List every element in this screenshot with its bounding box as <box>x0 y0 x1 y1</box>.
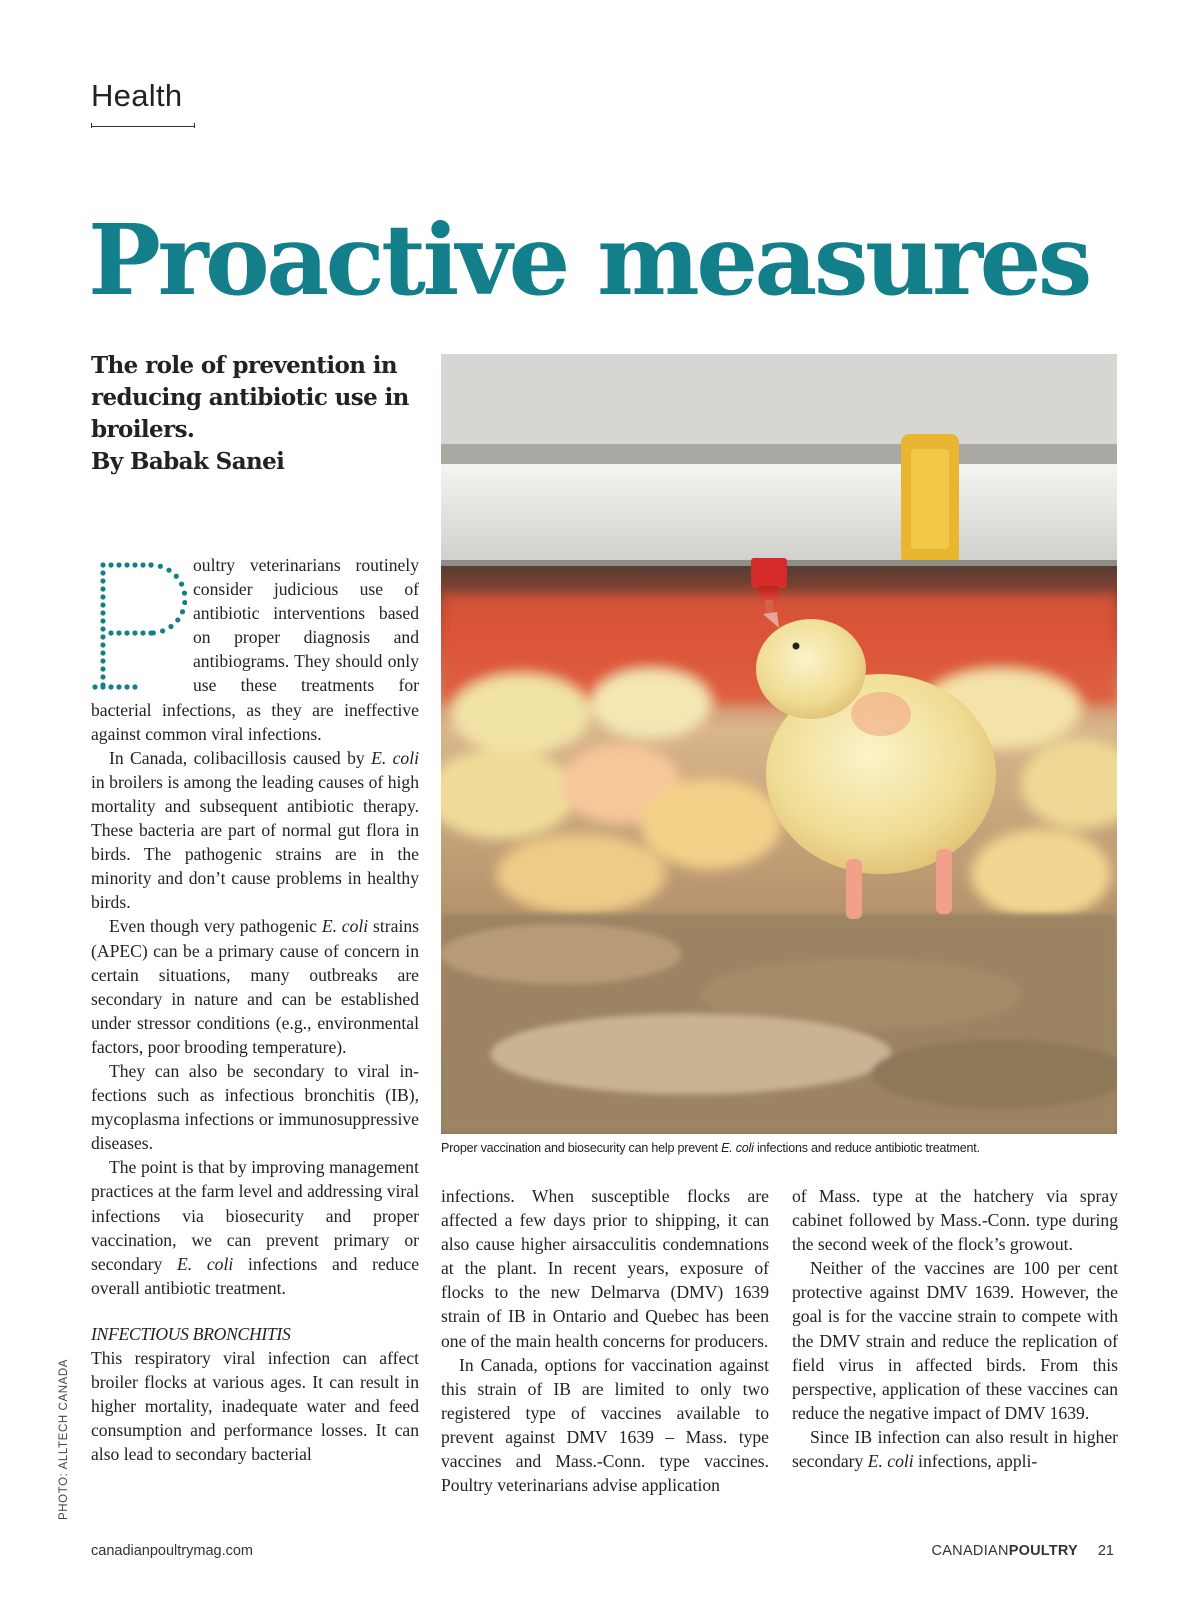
paragraph-1: oultry veterinarians routinely consider judicious use of antibiotic interventions based on proper diagnosis and antibiograms. They should only use these treatments for bacterial infections, as they are ineffective against common viral infections. <box>91 555 419 744</box>
headline: Proactive measures <box>88 203 1089 317</box>
paragraph-6: This respiratory viral infection can affect broiler flocks at various ages. It can result in higher mortality, inadequate water and feed consumption and performance losses. It can also lead to secondary bacterial <box>91 1348 419 1465</box>
footer-brand-light: CANADIAN <box>931 1543 1009 1559</box>
footer-url[interactable]: canadianpoultrymag.com <box>91 1543 254 1559</box>
paragraph-3: Even though very pathogenic E. coli strains (APEC) can be a primary cause of concern in certain situations, many outbreaks are secondary in nature and can be established under stressor conditions (e.g., environmental factors, poor brooding temperature). <box>91 916 419 1057</box>
paragraph-4: They can also be secondary to viral infections such as infectious bronchitis (IB), mycoplasma infections or immunosuppressive diseases. <box>91 1060 419 1154</box>
paragraph-10: Neither of the vaccines are 100 per cent protective against DMV 1639. However, the goal is for the vaccine strain to compete with the DMV strain and reduce the replication of field virus in affected birds. From this perspective, application of these vaccines can reduce the negative impact of DMV 1639. <box>792 1258 1118 1423</box>
page-number: 21 <box>1097 1543 1114 1559</box>
feature-photo <box>441 354 1117 1134</box>
paragraph-2: In Canada, colibacillosis caused by E. coli in broilers is among the leading causes of high mortality and subsequent antibiotic therapy. These bacteria are part of normal gut flora in birds. The pathogenic strains are in the minority and don’t cause problems in healthy birds. <box>91 747 419 913</box>
article-column-2 <box>441 1184 769 1497</box>
section-rule <box>91 126 195 127</box>
section-label: Health <box>91 78 183 113</box>
article-column-1 <box>91 553 419 1466</box>
footer-brand <box>931 1543 1114 1559</box>
deck <box>91 350 426 478</box>
photo-credit: PHOTO: ALLTECH CANADA <box>58 1358 70 1520</box>
article-column-3 <box>792 1184 1118 1473</box>
paragraph-7: infections. When susceptible flocks are affected a few days prior to shipping, it can also cause higher airsacculitis condemnations at the plant. In recent years, exposure of flocks to the new Delmarva (DMV) 1639 strain of IB in Ontario and Quebec has been one of the main health concerns for producers. <box>441 1186 769 1351</box>
paragraph-9: of Mass. type at the hatchery via spray cabinet followed by Mass.-Conn. type during the second week of the flock’s growout. <box>792 1186 1118 1255</box>
subhead-infectious-bronchitis: INFECTIOUS BRONCHITIS <box>91 1323 291 1344</box>
chick-photo-illustration <box>441 354 1117 1134</box>
paragraph-8: In Canada, options for vaccination against this strain of IB are limited to only two registered type of vaccines available to prevent against DMV 1639 – Mass. type vaccines and Mass.-Conn. type vaccines. Poultry veterinarians advise application <box>441 1354 769 1496</box>
byline: By Babak Sanei <box>91 448 285 475</box>
paragraph-11: Since IB infection can also result in higher secondary E. coli infections, appli- <box>792 1426 1118 1472</box>
paragraph-5: The point is that by improving management practices at the farm level and addressing viral infections via biosecurity and proper vaccination, we can prevent primary or secondary E. coli infections and reduce overall antibiotic treatment. <box>91 1157 419 1298</box>
photo-caption: Proper vaccination and biosecurity can help prevent E. coli infections and reduce antibiotic treatment. <box>441 1141 980 1155</box>
dropcap-p <box>91 557 187 695</box>
footer-brand-bold: POULTRY <box>1008 1543 1078 1559</box>
deck-subtitle: The role of prevention in reducing antibiotic use in broilers. <box>91 352 409 443</box>
